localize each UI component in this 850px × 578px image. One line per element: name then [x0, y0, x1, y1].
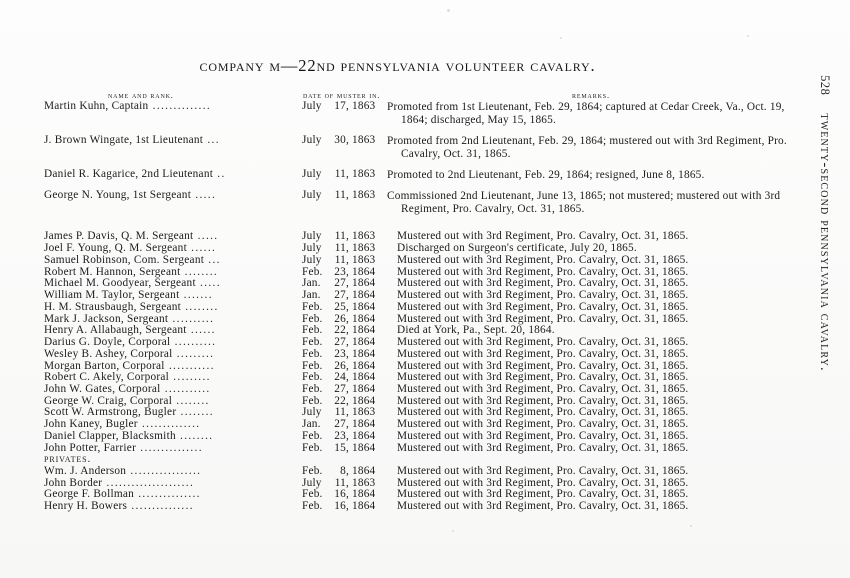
- leader-dots: ......: [186, 243, 217, 255]
- table-row: [44, 302, 792, 314]
- muster-month: Feb.: [302, 464, 323, 477]
- muster-day: 17,: [334, 100, 349, 112]
- table-row: [44, 101, 792, 135]
- muster-year: 1864: [352, 371, 376, 384]
- leader-dots: .....: [193, 231, 219, 243]
- leader-dots: .................: [126, 465, 202, 477]
- muster-day: 22,: [334, 394, 349, 407]
- muster-month: Feb.: [302, 488, 323, 501]
- leader-dots: ..............: [137, 419, 201, 431]
- soldier-name-and-rank: [44, 372, 302, 384]
- muster-in-date: [302, 255, 397, 267]
- leader-dots: ........: [172, 395, 210, 407]
- muster-month: Feb.: [302, 371, 323, 384]
- leader-dots: ......: [186, 325, 216, 337]
- soldier-name-and-rank: [44, 169, 302, 190]
- soldier-name-text: John W. Gates, Corporal: [44, 383, 161, 395]
- leader-dots: ........: [180, 266, 219, 278]
- muster-month: Jan.: [302, 289, 321, 302]
- soldier-name-and-rank: [44, 396, 302, 408]
- muster-day: 24,: [334, 371, 349, 384]
- table-row: [44, 443, 792, 455]
- muster-in-date: [302, 349, 397, 361]
- table-row: [44, 135, 792, 169]
- remarks-text: Died at York, Pa., Sept. 20, 1864.: [397, 324, 555, 337]
- remarks-text: Mustered out with 3rd Regiment, Pro. Cavalry, Oct. 31, 1865.: [397, 406, 689, 419]
- soldier-name-text: Joel F. Young, Q. M. Sergeant: [44, 243, 187, 255]
- soldier-name-text: Mark J. Jackson, Sergeant: [44, 313, 169, 325]
- soldier-name-text: Martin Kuhn, Captain: [44, 101, 149, 112]
- soldier-name-and-rank: [44, 349, 302, 361]
- muster-year: 1863: [352, 242, 376, 255]
- remarks-text: Mustered out with 3rd Regiment, Pro. Cavalry, Oct. 31, 1865.: [397, 476, 689, 489]
- soldier-name-text: George N. Young, 1st Sergeant: [44, 189, 192, 201]
- table-row: [44, 255, 792, 267]
- muster-in-date: [302, 302, 397, 314]
- muster-year: 1864: [352, 324, 376, 337]
- muster-year: 1864: [352, 488, 376, 501]
- muster-in-date: [302, 190, 397, 224]
- leader-dots: ...........: [160, 383, 211, 395]
- muster-day: 16,: [334, 500, 349, 513]
- soldier-name-and-rank: [44, 361, 302, 373]
- muster-year: 1863: [352, 133, 376, 146]
- muster-in-date: [302, 101, 397, 135]
- muster-day: 23,: [334, 347, 349, 360]
- muster-year: 1864: [352, 359, 376, 372]
- soldier-name-and-rank: [44, 135, 302, 169]
- subhead-label: privates.: [44, 453, 92, 466]
- muster-month: July: [302, 133, 322, 146]
- muster-month: July: [302, 253, 322, 266]
- muster-in-date: [302, 466, 397, 478]
- soldier-name-text: Robert C. Akely, Corporal: [44, 372, 170, 384]
- leader-dots: ..: [213, 168, 226, 180]
- soldier-name-text: John Border: [44, 477, 103, 489]
- muster-day: 11,: [334, 406, 349, 419]
- leader-dots: .........: [172, 348, 215, 360]
- soldier-name-text: Wm. J. Anderson: [44, 465, 127, 477]
- leader-dots: ...: [203, 134, 220, 146]
- soldier-name-text: George F. Bollman: [44, 489, 135, 501]
- muster-month: Feb.: [302, 359, 323, 372]
- table-row: [44, 466, 792, 478]
- remarks-text: Commissioned 2nd Lieutenant, June 13, 1865; not mustered; mustered out with 3rd Regiment, Pro. Cavalry, Oct. 31, 1865.: [387, 189, 781, 215]
- muster-year: 1864: [352, 336, 376, 349]
- column-header-remarks: remarks.: [572, 91, 610, 100]
- soldier-name-text: Henry A. Allabaugh, Sergeant: [44, 325, 187, 337]
- muster-day: 11,: [334, 476, 349, 489]
- table-row: [44, 349, 792, 361]
- muster-day: 27,: [334, 382, 349, 395]
- remarks-text: Discharged on Surgeon's certificate, July 20, 1865.: [397, 242, 637, 255]
- muster-month: Feb.: [302, 441, 323, 454]
- muster-year: 1864: [352, 347, 376, 360]
- leader-dots: .....: [195, 278, 221, 290]
- muster-month: Feb.: [302, 336, 323, 349]
- leader-dots: .........: [169, 372, 211, 384]
- column-header-name: name and rank.: [108, 91, 174, 100]
- muster-year: 1864: [352, 289, 376, 302]
- muster-year: 1863: [352, 188, 376, 201]
- muster-day: 27,: [334, 418, 349, 431]
- leader-dots: .......: [179, 290, 213, 302]
- table-row: [44, 337, 792, 349]
- soldier-name-text: James P. Davis, Q. M. Sergeant: [44, 231, 194, 243]
- remarks-text: Mustered out with 3rd Regiment, Pro. Cavalry, Oct. 31, 1865.: [397, 253, 689, 266]
- remarks-text: Mustered out with 3rd Regiment, Pro. Cavalry, Oct. 31, 1865.: [397, 488, 689, 501]
- muster-in-date: [302, 501, 397, 513]
- muster-in-date: [302, 135, 397, 169]
- page-number: 528: [817, 75, 832, 96]
- muster-month: July: [302, 188, 322, 201]
- muster-year: 1863: [352, 253, 376, 266]
- soldier-name-and-rank: [44, 314, 302, 326]
- soldier-name-text: Robert M. Hannon, Sergeant: [44, 266, 181, 278]
- muster-day: 11,: [334, 188, 349, 201]
- muster-day: 25,: [334, 300, 349, 313]
- muster-year: 1864: [352, 277, 376, 290]
- muster-in-date: [302, 384, 397, 396]
- soldier-name-text: Wesley B. Ashey, Corporal: [44, 348, 173, 360]
- muster-year: 1863: [352, 476, 376, 489]
- soldier-name-and-rank: [44, 325, 302, 337]
- soldier-name-and-rank: [44, 407, 302, 419]
- soldier-name-and-rank: [44, 478, 302, 490]
- soldier-name-and-rank: [44, 101, 302, 135]
- muster-month: Feb.: [302, 382, 323, 395]
- muster-day: 30,: [334, 133, 349, 146]
- muster-year: 1864: [352, 265, 376, 278]
- muster-month: Feb.: [302, 500, 323, 513]
- table-row: [44, 169, 792, 190]
- remarks-text: Mustered out with 3rd Regiment, Pro. Cavalry, Oct. 31, 1865.: [397, 277, 689, 290]
- remarks-text: Mustered out with 3rd Regiment, Pro. Cavalry, Oct. 31, 1865.: [397, 289, 689, 302]
- roster-table: [44, 101, 792, 513]
- table-row: [44, 501, 792, 513]
- muster-day: 16,: [334, 488, 349, 501]
- muster-year: 1864: [352, 312, 376, 325]
- leader-dots: ...............: [134, 489, 201, 501]
- muster-day: 23,: [334, 265, 349, 278]
- muster-day: 8,: [340, 464, 349, 477]
- muster-in-date: [302, 431, 397, 443]
- leader-dots: ..........: [170, 337, 217, 349]
- muster-month: July: [302, 230, 322, 243]
- muster-day: 27,: [334, 277, 349, 290]
- muster-month: Feb.: [302, 324, 323, 337]
- soldier-name-and-rank: [44, 384, 302, 396]
- soldier-name-text: John Potter, Farrier: [44, 442, 137, 454]
- muster-day: 23,: [334, 429, 349, 442]
- soldier-name-and-rank: [44, 337, 302, 349]
- muster-day: 11,: [334, 230, 349, 243]
- muster-month: July: [302, 406, 322, 419]
- remarks-text: Mustered out with 3rd Regiment, Pro. Cavalry, Oct. 31, 1865.: [397, 265, 689, 278]
- remarks-text: Mustered out with 3rd Regiment, Pro. Cavalry, Oct. 31, 1865.: [397, 230, 689, 243]
- remarks-text: Mustered out with 3rd Regiment, Pro. Cavalry, Oct. 31, 1865.: [397, 464, 689, 477]
- muster-year: 1864: [352, 464, 376, 477]
- muster-month: Feb.: [302, 312, 323, 325]
- remarks-text: Mustered out with 3rd Regiment, Pro. Cavalry, Oct. 31, 1865.: [397, 441, 689, 454]
- running-head-title: twenty-second pennsylvania cavalry.: [816, 113, 833, 372]
- remarks-text: Promoted from 2nd Lieutenant, Feb. 29, 1864; mustered out with 3rd Regiment, Pro. Cavalry, Oct. 31, 1865.: [387, 134, 787, 161]
- soldier-name-text: William M. Taylor, Sergeant: [44, 290, 180, 302]
- remarks-text: Mustered out with 3rd Regiment, Pro. Cavalry, Oct. 31, 1865.: [397, 347, 689, 360]
- soldier-name-text: John Kaney, Bugler: [44, 419, 138, 431]
- leader-dots: ..........: [168, 313, 215, 325]
- muster-year: 1864: [352, 394, 376, 407]
- leader-dots: ...: [204, 254, 221, 266]
- muster-day: 11,: [334, 253, 349, 266]
- soldier-name-and-rank: [44, 431, 302, 443]
- soldier-name-and-rank: [44, 466, 302, 478]
- muster-day: 27,: [334, 336, 349, 349]
- muster-month: July: [302, 167, 322, 180]
- table-row: [44, 431, 792, 443]
- leader-dots: .....: [191, 189, 217, 201]
- remarks-text: Promoted from 1st Lieutenant, Feb. 29, 1864; captured at Cedar Creek, Va., Oct. 19, 1864; discharged, May 15, 1865.: [387, 101, 785, 127]
- soldier-name-text: Samuel Robinson, Com. Sergeant: [44, 254, 205, 266]
- soldier-name-text: Daniel Clapper, Blacksmith: [44, 430, 176, 442]
- muster-day: 26,: [334, 359, 349, 372]
- muster-year: 1864: [352, 441, 376, 454]
- soldier-name-and-rank: [44, 501, 302, 513]
- leader-dots: ........: [175, 430, 214, 442]
- muster-month: Feb.: [302, 265, 323, 278]
- muster-year: 1863: [352, 406, 376, 419]
- muster-day: 22,: [334, 324, 349, 337]
- leader-dots: ...........: [164, 360, 215, 372]
- muster-month: Feb.: [302, 429, 323, 442]
- leader-dots: ..............: [148, 101, 212, 112]
- muster-month: July: [302, 242, 322, 255]
- remarks-text: Mustered out with 3rd Regiment, Pro. Cavalry, Oct. 31, 1865.: [397, 300, 689, 313]
- soldier-name-and-rank: [44, 443, 302, 455]
- soldier-name-text: Daniel R. Kagarice, 2nd Lieutenant: [44, 168, 214, 180]
- leader-dots: .....................: [102, 477, 195, 489]
- remarks-text: Mustered out with 3rd Regiment, Pro. Cavalry, Oct. 31, 1865.: [397, 371, 689, 384]
- column-header-date: date of muster in.: [303, 91, 381, 100]
- leader-dots: ........: [181, 301, 219, 313]
- soldier-name-text: Henry H. Bowers: [44, 501, 128, 513]
- remarks-text: Mustered out with 3rd Regiment, Pro. Cavalry, Oct. 31, 1865.: [397, 500, 689, 513]
- soldier-name-text: Michael M. Goodyear, Sergeant: [44, 278, 196, 290]
- table-row: [44, 190, 792, 224]
- muster-day: 26,: [334, 312, 349, 325]
- soldier-name-text: George W. Craig, Corporal: [44, 395, 173, 407]
- muster-month: Feb.: [302, 394, 323, 407]
- muster-day: 11,: [334, 242, 349, 255]
- muster-in-date: [302, 169, 397, 190]
- remarks-text: Mustered out with 3rd Regiment, Pro. Cavalry, Oct. 31, 1865.: [397, 394, 689, 407]
- muster-year: 1863: [352, 167, 376, 180]
- muster-month: Jan.: [302, 418, 321, 431]
- soldier-name-and-rank: [44, 255, 302, 267]
- soldier-name-text: Scott W. Armstrong, Bugler: [44, 407, 177, 419]
- muster-month: July: [302, 476, 322, 489]
- soldier-name-and-rank: [44, 302, 302, 314]
- remarks-text: Mustered out with 3rd Regiment, Pro. Cavalry, Oct. 31, 1865.: [397, 418, 689, 431]
- muster-month: Feb.: [302, 300, 323, 313]
- page-title: company m—22nd pennsylvania volunteer cavalry.: [199, 56, 596, 75]
- remarks-text: Mustered out with 3rd Regiment, Pro. Cavalry, Oct. 31, 1865.: [397, 382, 689, 395]
- table-row: [44, 384, 792, 396]
- soldier-name-and-rank: [44, 190, 302, 224]
- soldier-name-and-rank: [44, 231, 302, 243]
- muster-month: Jan.: [302, 277, 321, 290]
- muster-year: 1864: [352, 418, 376, 431]
- muster-year: 1863: [352, 100, 376, 112]
- leader-dots: ...............: [127, 501, 194, 513]
- soldier-name-text: Morgan Barton, Corporal: [44, 360, 165, 372]
- soldier-name-and-rank: [44, 489, 302, 501]
- running-head: [798, 0, 850, 578]
- muster-year: 1863: [352, 230, 376, 243]
- remarks-text: Mustered out with 3rd Regiment, Pro. Cavalry, Oct. 31, 1865.: [397, 312, 689, 325]
- muster-day: 27,: [334, 289, 349, 302]
- soldier-name-and-rank: [44, 419, 302, 431]
- muster-in-date: [302, 443, 397, 455]
- muster-year: 1864: [352, 300, 376, 313]
- remarks-text: Mustered out with 3rd Regiment, Pro. Cavalry, Oct. 31, 1865.: [397, 336, 689, 349]
- muster-day: 11,: [334, 167, 349, 180]
- soldier-name-and-rank: [44, 290, 302, 302]
- soldier-name-text: H. M. Strausbaugh, Sergeant: [44, 301, 182, 313]
- muster-in-date: [302, 337, 397, 349]
- soldier-name-and-rank: [44, 267, 302, 279]
- muster-day: 15,: [334, 441, 349, 454]
- muster-year: 1864: [352, 382, 376, 395]
- remarks-text: Promoted to 2nd Lieutenant, Feb. 29, 1864; resigned, June 8, 1865.: [387, 168, 705, 181]
- leader-dots: ........: [176, 407, 214, 419]
- remarks-text: Mustered out with 3rd Regiment, Pro. Cavalry, Oct. 31, 1865.: [397, 429, 689, 442]
- soldier-name-text: Darius G. Doyle, Corporal: [44, 337, 171, 349]
- muster-year: 1864: [352, 429, 376, 442]
- muster-month: July: [302, 100, 322, 112]
- remarks-text: Mustered out with 3rd Regiment, Pro. Cavalry, Oct. 31, 1865.: [397, 359, 689, 372]
- soldier-name-and-rank: [44, 278, 302, 290]
- muster-year: 1864: [352, 500, 376, 513]
- muster-month: Feb.: [302, 347, 323, 360]
- soldier-name-and-rank: [44, 243, 302, 255]
- soldier-name-text: J. Brown Wingate, 1st Lieutenant: [44, 134, 204, 146]
- leader-dots: ...............: [136, 442, 203, 454]
